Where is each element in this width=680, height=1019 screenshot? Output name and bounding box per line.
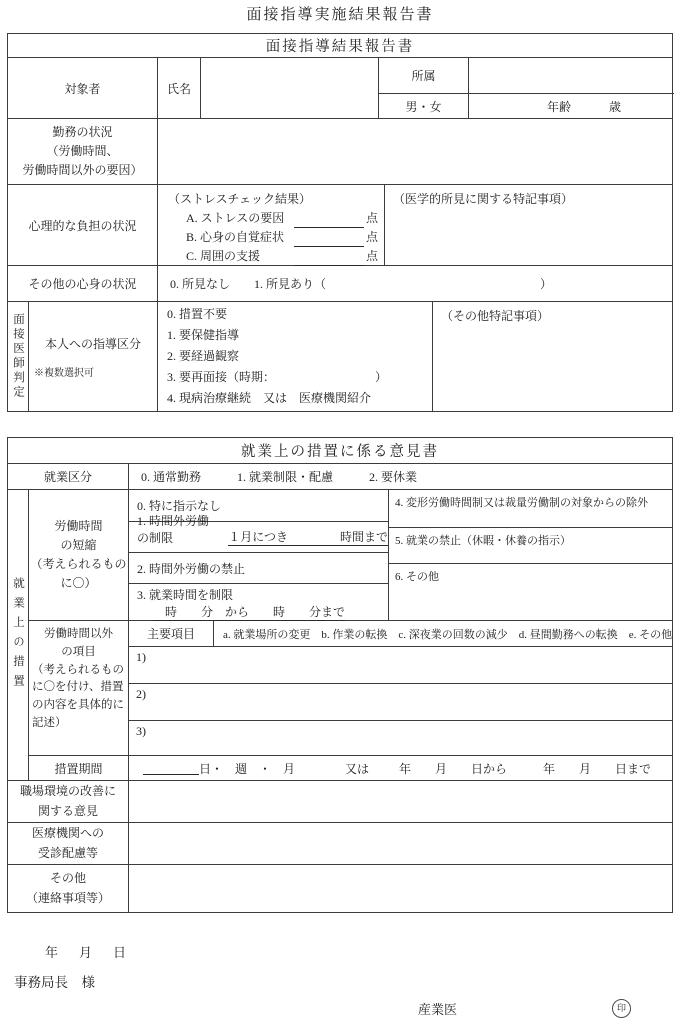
- work-status-label: [8, 119, 158, 184]
- work-status-label-line3: 労働時間以外の要因）: [22, 163, 143, 178]
- guidance-options-cell: [158, 302, 433, 411]
- period-row: [29, 756, 672, 780]
- work-status-label-line1: 勤務の状況: [52, 124, 113, 139]
- age-field: [469, 94, 674, 119]
- other-notes-row: [8, 865, 672, 912]
- time-option-3: [129, 584, 388, 620]
- footer-date-line: [45, 942, 126, 961]
- name-label: 氏名: [158, 58, 201, 118]
- time-reduction-label-line3: （考えられるもの: [30, 557, 127, 571]
- footer-signature-line: [0, 999, 680, 1019]
- time-option-5: 5. 就業の禁止（休暇・休養の指示）: [389, 528, 672, 564]
- medical-notes-cell: [385, 185, 672, 265]
- non-time-detail-row-3: 3): [136, 724, 146, 738]
- other-notes-value-field: [129, 865, 672, 912]
- stress-item-c: [186, 247, 378, 266]
- env-opinion-label: [8, 781, 129, 822]
- time-option-3-fill: 時 分 から 時 分まで: [153, 605, 346, 620]
- non-time-detail-row-1: 1): [129, 647, 672, 684]
- non-time-label-line1: 労働時間以外: [44, 628, 113, 640]
- work-class-option-2: 2. 要休業: [369, 470, 418, 484]
- stress-item-c-score-field: [294, 253, 364, 266]
- non-time-detail-row-2: 2): [129, 684, 672, 721]
- work-class-option-0: 0. 通常勤務: [141, 470, 202, 484]
- stress-item-c-unit: 点: [365, 249, 378, 263]
- period-or-label: 又は: [345, 761, 370, 776]
- measures-vertical-label-cell: [8, 490, 29, 780]
- other-findings-row: [8, 266, 672, 302]
- stress-item-a-score-field: [294, 215, 364, 228]
- period-range-to: 年 月 日まで: [543, 761, 652, 776]
- affiliation-row: [379, 58, 674, 94]
- medical-care-value-field: [129, 823, 672, 864]
- work-status-row: [8, 119, 672, 185]
- guidance-option-1: 1. 要保健指導: [167, 328, 240, 342]
- age-label: 年齢: [547, 100, 572, 114]
- affiliation-block: [379, 58, 674, 118]
- time-option-3-head: 3. 就業時間を制限: [137, 588, 234, 603]
- time-reduction-label-line1: 労働時間: [54, 518, 103, 533]
- medical-notes-title: （医学的所見に関する特記事項）: [393, 192, 574, 206]
- name-value-field: [201, 58, 379, 118]
- non-time-label-line5: の内容を具体的に: [32, 699, 124, 712]
- footer-addressee: 事務局長 様: [14, 975, 95, 990]
- guidance-category-cell: [29, 302, 158, 411]
- time-option-6: 6. その他: [395, 571, 439, 583]
- time-option-4: 4. 変形労働時間制又は裁量労働制の対象からの除外: [389, 490, 672, 528]
- work-status-value-field: [158, 119, 672, 184]
- env-opinion-label-line1: 職場環境の改善に: [19, 784, 116, 799]
- time-reduction-label-line2: の短縮: [60, 537, 97, 552]
- doctor-judgment-vertical-label: 面接医師判定: [12, 313, 24, 400]
- measures-content: [29, 490, 672, 780]
- main-items-options: a. 就業場所の変更 b. 作業の転換 c. 深夜業の回数の減少 d. 昼間勤務への転換 e. その他: [223, 628, 673, 641]
- env-opinion-row: [8, 781, 672, 823]
- work-class-label: 就業区分: [8, 464, 129, 489]
- medical-care-label-line2: 受診配慮等: [37, 845, 98, 860]
- stress-check-items: [186, 209, 384, 266]
- medical-care-row: [8, 823, 672, 865]
- stress-item-c-label: C. 周囲の支援: [186, 249, 261, 263]
- env-opinion-label-line2: 関する意見: [37, 803, 98, 818]
- time-option-0: 0. 特に指示なし: [129, 490, 388, 522]
- footer-date-month: 月: [79, 945, 93, 960]
- stress-item-b-label: B. 心身の自覚症状: [186, 230, 285, 244]
- measures-vertical-label: 就業上の措置: [12, 576, 24, 694]
- doctor-judgment-vertical-label-cell: [8, 302, 29, 411]
- age-unit: 歳: [609, 100, 622, 114]
- non-time-label: [29, 621, 129, 755]
- time-reduction-right-options: [389, 490, 672, 620]
- other-special-notes-cell: [433, 302, 672, 411]
- non-time-content: [129, 621, 672, 755]
- time-option-1-head: 1. 時間外労働の制限: [137, 514, 210, 546]
- footer-date-day: 日: [113, 945, 127, 960]
- doctor-judgment-row: [8, 302, 672, 411]
- time-option-1-tail: 時間まで: [339, 530, 388, 545]
- non-time-label-line3: （考えられるもの: [32, 663, 124, 676]
- period-units: 日・ 週 ・ 月: [199, 761, 296, 776]
- non-time-label-line2: の項目: [61, 645, 96, 658]
- stress-item-a-unit: 点: [365, 211, 378, 225]
- guidance-option-3-close: ）: [375, 370, 388, 384]
- affiliation-value-field: [469, 58, 674, 93]
- footer-signer-title: 産業医: [418, 1002, 458, 1017]
- footer-date-year: 年: [45, 945, 59, 960]
- interview-report-table: [7, 33, 673, 412]
- env-opinion-value-field: [129, 781, 672, 822]
- period-duration-field: [143, 762, 199, 775]
- sex-age-row: [379, 94, 674, 119]
- time-option-2: 2. 時間外労働の禁止: [129, 553, 388, 584]
- non-time-label-line6: 記述）: [32, 717, 67, 730]
- other-findings-options: [158, 266, 672, 301]
- measures-block: [8, 490, 672, 781]
- guidance-option-0: 0. 措置不要: [167, 307, 228, 321]
- psych-burden-label: 心理的な負担の状況: [8, 185, 158, 265]
- non-time-section: [29, 621, 672, 756]
- main-items-label: 主要項目: [129, 621, 214, 646]
- time-option-1-fill: １月につき: [228, 530, 288, 545]
- other-findings-label: その他の心身の状況: [8, 266, 158, 301]
- period-content: [129, 756, 672, 780]
- time-reduction-label: [29, 490, 129, 620]
- work-class-options: [129, 464, 672, 489]
- time-option-1: [129, 514, 388, 553]
- other-notes-label-line2: （連絡事項等）: [25, 890, 110, 905]
- work-class-row: [8, 464, 672, 490]
- stress-item-a-label: A. ストレスの要因: [186, 211, 285, 225]
- non-time-label-line4: に〇を付け、措置: [32, 681, 124, 694]
- guidance-category-note: ※複数選択可: [34, 367, 94, 379]
- report-table-header: 面接指導結果報告書: [8, 34, 672, 58]
- subject-label: 対象者: [8, 58, 158, 118]
- seal-icon: 印: [612, 999, 631, 1018]
- guidance-category-label: 本人への指導区分: [44, 336, 141, 351]
- work-class-option-1: 1. 就業制限・配慮: [237, 470, 334, 484]
- work-measures-opinion-table: [7, 437, 673, 913]
- findings-paren-close: ）: [540, 277, 553, 291]
- opinion-table-header: 就業上の措置に係る意見書: [8, 438, 672, 464]
- medical-care-label: [8, 823, 129, 864]
- psych-burden-row: [8, 185, 672, 266]
- findings-present-option: 1. 所見あり（: [254, 277, 327, 291]
- other-notes-label: [8, 865, 129, 912]
- affiliation-label: 所属: [379, 58, 469, 93]
- guidance-option-3-text: 3. 要再面接（時期：: [167, 370, 276, 384]
- stress-item-a: [186, 209, 378, 228]
- medical-care-label-line1: 医療機関への: [31, 826, 104, 841]
- guidance-option-3: [167, 368, 432, 387]
- time-reduction-left-options: [129, 490, 389, 620]
- stress-check-cell: [158, 185, 385, 265]
- stress-item-b: [186, 228, 378, 247]
- stress-item-b-unit: 点: [365, 230, 378, 244]
- stress-item-b-score-field: [294, 234, 364, 247]
- main-items-row: [129, 621, 672, 647]
- period-label: 措置期間: [29, 756, 129, 780]
- guidance-option-2: 2. 要経過観察: [167, 349, 240, 363]
- findings-none-option: 0. 所見なし: [170, 277, 231, 291]
- period-range-from: 年 月 日から: [399, 761, 508, 776]
- time-reduction-label-line4: に〇）: [60, 576, 97, 591]
- guidance-option-4: 4. 現病治療継続 又は 医療機関紹介: [167, 391, 372, 405]
- time-reduction-section: [29, 490, 672, 621]
- other-special-notes-title: （その他特記事項）: [441, 309, 550, 323]
- work-status-label-line2: （労働時間、: [46, 143, 119, 158]
- reinterview-period-field: [275, 368, 375, 387]
- stress-check-title: （ストレスチェック結果）: [168, 192, 312, 206]
- document-title: 面接指導実施結果報告書: [246, 7, 434, 23]
- subject-row: [8, 58, 672, 119]
- other-notes-label-line1: その他: [49, 871, 86, 886]
- sex-label: 男・女: [379, 94, 469, 119]
